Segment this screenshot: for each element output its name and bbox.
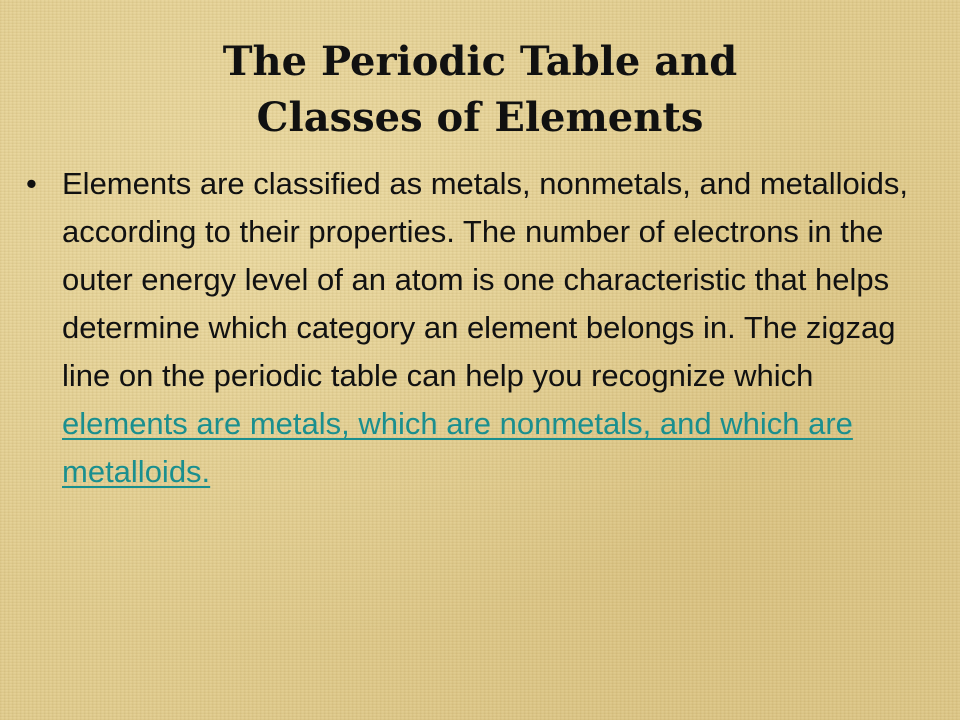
bullet-text: Elements are classified as metals, nonmetals, and metalloids, according to their properties. The number of electrons in the outer energy level of an atom is one characteristic that helps determine which category an element belongs in. The zigzag line on the periodic table can help you recognize which [62, 166, 909, 393]
bullet-dot-icon: • [26, 166, 37, 201]
slide-title-line-2: Classes of Elements [256, 94, 704, 141]
slide-title [60, 34, 900, 146]
slide-title-line-1: The Periodic Table and [222, 38, 738, 85]
bullet-item [26, 160, 926, 496]
bullet-list [26, 160, 926, 496]
metals-nonmetals-metalloids-link[interactable]: elements are metals, which are nonmetals, and which are metalloids. [62, 406, 853, 489]
